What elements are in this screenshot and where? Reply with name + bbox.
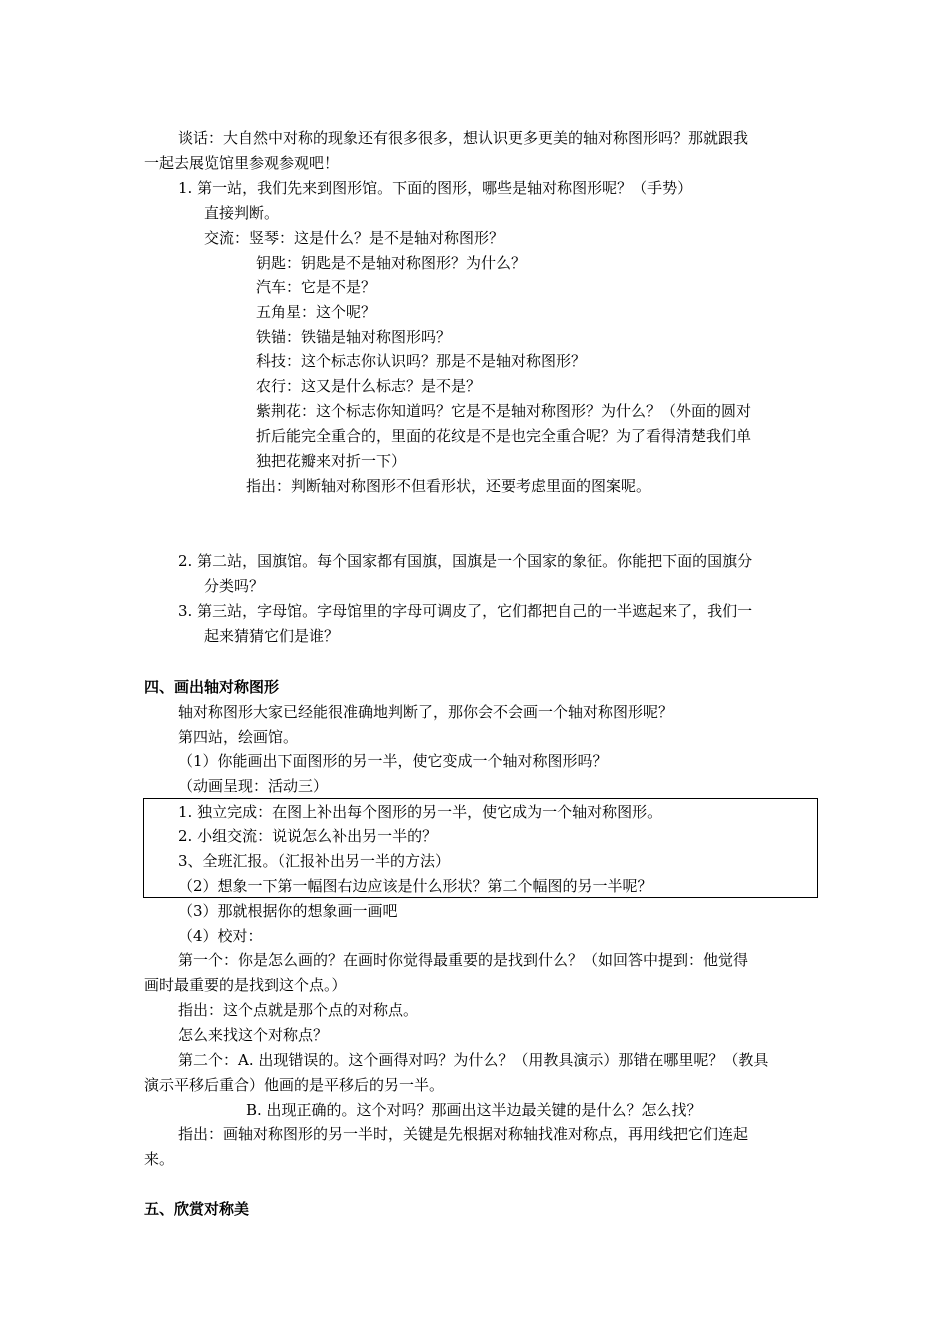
text-line: 折后能完全重合的，里面的花纹是不是也完全重合呢？为了看得清楚我们单 bbox=[256, 427, 752, 445]
list-item: 3. 第三站，字母馆。字母馆里的字母可调皮了，它们都把自己的一半遮起来了，我们一 bbox=[178, 602, 753, 620]
text-line: 2. 小组交流：说说怎么补出另一半的？ bbox=[178, 827, 438, 845]
text-line: 五角星：这个呢？ bbox=[256, 303, 377, 321]
text-line: 农行：这又是什么标志？是不是？ bbox=[256, 377, 482, 395]
text-line: 分类吗？ bbox=[204, 577, 265, 595]
text-line: 画时最重要的是找到这个点。） bbox=[144, 976, 347, 994]
text-line: 指出：判断轴对称图形不但看形状，还要考虑里面的图案呢。 bbox=[246, 477, 652, 495]
text-line: 指出：这个点就是那个点的对称点。 bbox=[178, 1001, 419, 1019]
section-heading: 五、欣赏对称美 bbox=[144, 1200, 250, 1218]
text-line: 紫荆花：这个标志你知道吗？它是不是轴对称图形？为什么？（外面的圆对 bbox=[256, 402, 752, 420]
text-line: 1. 独立完成：在图上补出每个图形的另一半，使它成为一个轴对称图形。 bbox=[178, 803, 663, 821]
text-line: 科技：这个标志你认识吗？那是不是轴对称图形？ bbox=[256, 352, 587, 370]
text-line: （4）校对： bbox=[178, 927, 263, 945]
text-line: 第二个：A. 出现错误的。这个画得对吗？为什么？（用教具演示）那错在哪里呢？（教具 bbox=[178, 1051, 769, 1069]
text-line: 3、全班汇报。（汇报补出另一半的方法） bbox=[178, 852, 451, 870]
text-line: 一起去展览馆里参观参观吧！ bbox=[144, 154, 340, 172]
list-item: 2. 第二站，国旗馆。每个国家都有国旗，国旗是一个国家的象征。你能把下面的国旗分 bbox=[178, 552, 753, 570]
text-line: 指出：画轴对称图形的另一半时，关键是先根据对称轴找准对称点，再用线把它们连起 bbox=[178, 1125, 749, 1143]
text-line: 来。 bbox=[144, 1150, 175, 1168]
text-line: 汽车：它是不是？ bbox=[256, 278, 377, 296]
text-line: （3）那就根据你的想象画一画吧 bbox=[178, 902, 398, 920]
list-item: 1. 第一站，我们先来到图形馆。下面的图形，哪些是轴对称图形呢？（手势） bbox=[178, 179, 693, 197]
text-line: 演示平移后重合）他画的是平移后的另一半。 bbox=[144, 1076, 445, 1094]
text-line: （2）想象一下第一幅图右边应该是什么形状？第二个幅图的另一半呢？ bbox=[178, 877, 653, 895]
text-line: 第四站，绘画馆。 bbox=[178, 728, 299, 746]
text-line: 铁锚：铁锚是轴对称图形吗？ bbox=[256, 328, 452, 346]
text-line: （1）你能画出下面图形的另一半，使它变成一个轴对称图形吗？ bbox=[178, 752, 608, 770]
text-line: 交流：竖琴：这是什么？是不是轴对称图形？ bbox=[204, 229, 505, 247]
text-line: 直接判断。 bbox=[204, 204, 280, 222]
text-line: 怎么来找这个对称点？ bbox=[178, 1026, 329, 1044]
section-heading: 四、画出轴对称图形 bbox=[144, 678, 280, 696]
text-line: 第一个：你是怎么画的？在画时你觉得最重要的是找到什么？（如回答中提到：他觉得 bbox=[178, 951, 749, 969]
text-line: 谈话：大自然中对称的现象还有很多很多，想认识更多更美的轴对称图形吗？那就跟我 bbox=[178, 129, 749, 147]
text-line: B. 出现正确的。这个对吗？那画出这半边最关键的是什么？怎么找？ bbox=[246, 1101, 702, 1119]
text-line: 钥匙：钥匙是不是轴对称图形？为什么？ bbox=[256, 254, 527, 272]
text-line: 轴对称图形大家已经能很准确地判断了，那你会不会画一个轴对称图形呢？ bbox=[178, 703, 674, 721]
text-line: 独把花瓣来对折一下） bbox=[256, 452, 407, 470]
text-line: 起来猜猜它们是谁？ bbox=[204, 627, 340, 645]
text-line: （动画呈现：活动三） bbox=[178, 777, 329, 795]
